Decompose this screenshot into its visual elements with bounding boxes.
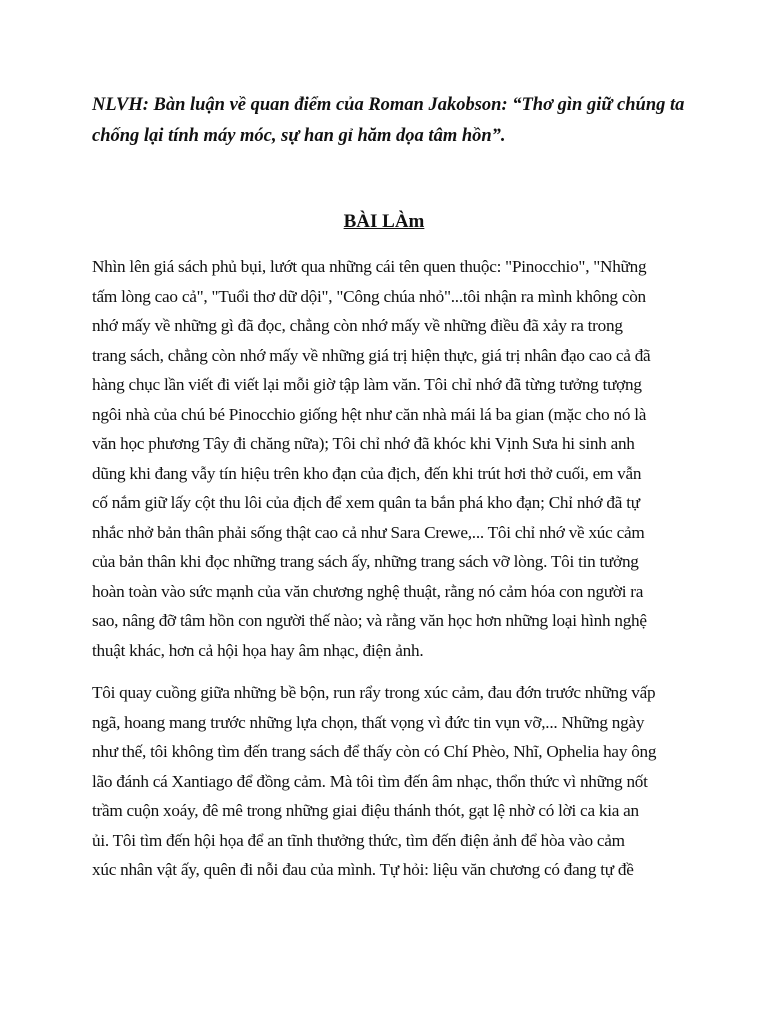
text-line: cố nắm giữ lấy cột thu lôi của địch để xem quân ta bắn phá kho đạn; Chỉ nhớ đã tự <box>92 493 640 512</box>
essay-body <box>92 252 682 898</box>
text-line: ủi. Tôi tìm đến hội họa để an tĩnh thưởng thức, tìm đến điện ảnh để hòa vào cảm <box>92 830 625 850</box>
text-line: Nhìn lên giá sách phủ bụi, lướt qua những cái tên quen thuộc: "Pinocchio", "Những <box>92 257 647 276</box>
text-line: nhắc nhở bản thân phải sống thật cao cả như Sara Crewe,... Tôi chỉ nhớ về xúc cảm <box>92 522 645 542</box>
text-line: nhớ mấy về những gì đã đọc, chẳng còn nhớ mấy về những điều đã xảy ra trong <box>92 316 623 335</box>
text-line: sao, nâng đỡ tâm hồn con người thế nào; và rằng văn học hơn những loại hình nghệ <box>92 611 647 630</box>
text-line: như thế, tôi không tìm đến trang sách để thấy còn có Chí Phèo, Nhĩ, Ophelia hay ông <box>92 742 657 761</box>
text-line: thuật khác, hơn cả hội họa hay âm nhạc, điện ảnh. <box>92 640 424 660</box>
text-line: dũng khi đang vẫy tín hiệu trên kho đạn của địch, đến khi trút hơi thở cuối, em vẫn <box>92 463 642 483</box>
paragraph-2 <box>92 678 682 885</box>
text-line: lão đánh cá Xantiago để đồng cảm. Mà tôi tìm đến âm nhạc, thổn thức vì những nốt <box>92 771 648 791</box>
essay-title: BÀI LÀm <box>343 211 425 232</box>
text-line: hàng chục lần viết đi viết lại mỗi giờ tập làm văn. Tôi chỉ nhớ đã từng tưởng tượng <box>92 375 642 394</box>
text-line: ngã, hoang mang trước những lựa chọn, thất vọng vì đức tin vụn vỡ,... Những ngày <box>92 712 645 732</box>
text-line: của bản thân khi đọc những trang sách ấy, những trang sách vỡ lòng. Tôi tin tưởng <box>92 552 639 571</box>
text-line: tấm lòng cao cả", "Tuổi thơ dữ dội", "Công chúa nhỏ"...tôi nhận ra mình không còn <box>92 286 646 306</box>
text-line: trang sách, chẳng còn nhớ mấy về những giá trị hiện thực, giá trị nhân đạo cao cả đã <box>92 345 651 365</box>
text-line: Tôi quay cuồng giữa những bề bộn, run rẩy trong xúc cảm, đau đớn trước những vấp <box>92 683 656 702</box>
text-line: trầm cuộn xoáy, đê mê trong những giai điệu thánh thót, gạt lệ nhờ có lời ca kia an <box>92 801 639 820</box>
text-line: hoàn toàn vào sức mạnh của văn chương nghệ thuật, rằng nó cảm hóa con người ra <box>92 581 644 601</box>
paragraph-1 <box>92 252 682 665</box>
text-line: văn học phương Tây đi chăng nữa); Tôi chỉ nhớ đã khóc khi Vịnh Sưa hi sinh anh <box>92 434 635 453</box>
text-line: ngôi nhà của chú bé Pinocchio giống hệt như căn nhà mái lá ba gian (mặc cho nó là <box>92 404 647 424</box>
essay-prompt-heading: NLVH: Bàn luận về quan điểm của Roman Jakobson: “Thơ gìn giữ chúng ta chống lại tính máy móc, sự han gỉ hăm dọa tâm hồn”. <box>92 95 685 146</box>
text-line: xúc nhân vật ấy, quên đi nỗi đau của mình. Tự hỏi: liệu văn chương có đang tự đề <box>92 860 634 879</box>
